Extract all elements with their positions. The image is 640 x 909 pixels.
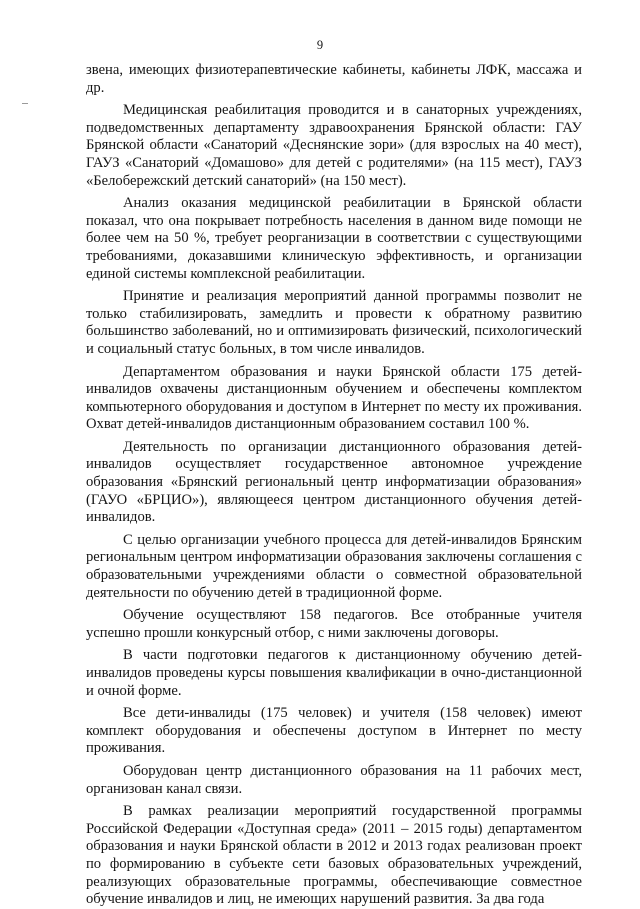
paragraph-agreements: С целью организации учебного процесса для детей-инвалидов Брянским региональным центром информатизации образования заключены соглашения с образовательными учреждениями области о совместной образовательной деятельности по обучению детей в традиционной форме. (86, 531, 582, 601)
paragraph-continuation: звена, имеющих физиотерапевтические кабинеты, кабинеты ЛФК, массажа и др. (86, 62, 582, 96)
page-number: 9 (316, 38, 324, 52)
paragraph-teacher-training: В части подготовки педагогов к дистанционному обучению детей-инвалидов проведены курсы повышения квалификации в очно-дистанционной и очной форме. (86, 647, 582, 699)
paragraph-center-equipped: Оборудован центр дистанционного образования на 11 рабочих мест, организован канал связи. (86, 762, 582, 797)
paragraph-rehabilitation-analysis: Анализ оказания медицинской реабилитации в Брянской области показал, что она покрывает потребность населения в данном виде помощи не более чем на 50 %, требует реорганизации в соответствии с существующими требованиями, доказавшими клиническую эффективность, и организации единой системы комплексной реабилитации. (86, 195, 582, 282)
paragraph-distance-learning-coverage: Департаментом образования и науки Брянской области 175 детей-инвалидов охвачены дистанционным обучением и обеспечены комплектом компьютерного оборудования и доступом в Интернет по месту их проживания. Охват детей-инвалидов дистанционным образованием составил 100 %. (86, 363, 582, 433)
paragraph-sanatoriums: Медицинская реабилитация проводится и в санаторных учреждениях, подведомственных департаменту здравоохранения Брянской области: ГАУ Брянской области «Санаторий «Деснянские зори» (для взрослых на 40 мест), ГАУЗ «Санаторий «Домашово» для детей с родителями» (на 115 мест), ГАУЗ «Белобережский детский санаторий» (на 150 мест). (86, 102, 582, 189)
margin-mark (22, 103, 28, 104)
paragraph-brcio: Деятельность по организации дистанционного образования детей-инвалидов осуществляет государственное автономное учреждение образования «Брянский региональный центр информатизации образования» (ГАУО «БРЦИО»), являющееся центром дистанционного обучения детей-инвалидов. (86, 438, 582, 526)
paragraph-accessible-environment: В рамках реализации мероприятий государственной программы Российской Федерации «Доступная среда» (2011 – 2015 годы) департаментом образования и науки Брянской области в 2012 и 2013 годах реализован проект по формированию в субъекте сети базовых образовательных учреждений, реализующих образовательные программы, обеспечивающие совместное обучение инвалидов и лиц, не имеющих нарушений развития. За два года (86, 803, 582, 908)
body-text (86, 62, 582, 909)
paragraph-teachers: Обучение осуществляют 158 педагогов. Все отобранные учителя успешно прошли конкурсный отбор, с ними заключены договоры. (86, 607, 582, 641)
paragraph-equipment: Все дети-инвалиды (175 человек) и учителя (158 человек) имеют комплект оборудования и обеспечены доступом в Интернет по месту проживания. (86, 705, 582, 757)
paragraph-program-implementation: Принятие и реализация мероприятий данной программы позволит не только стабилизировать, замедлить и провести к обратному развитию большинство заболеваний, но и оптимизировать физический, психологический и социальный статус больных, в том числе инвалидов. (86, 288, 582, 357)
